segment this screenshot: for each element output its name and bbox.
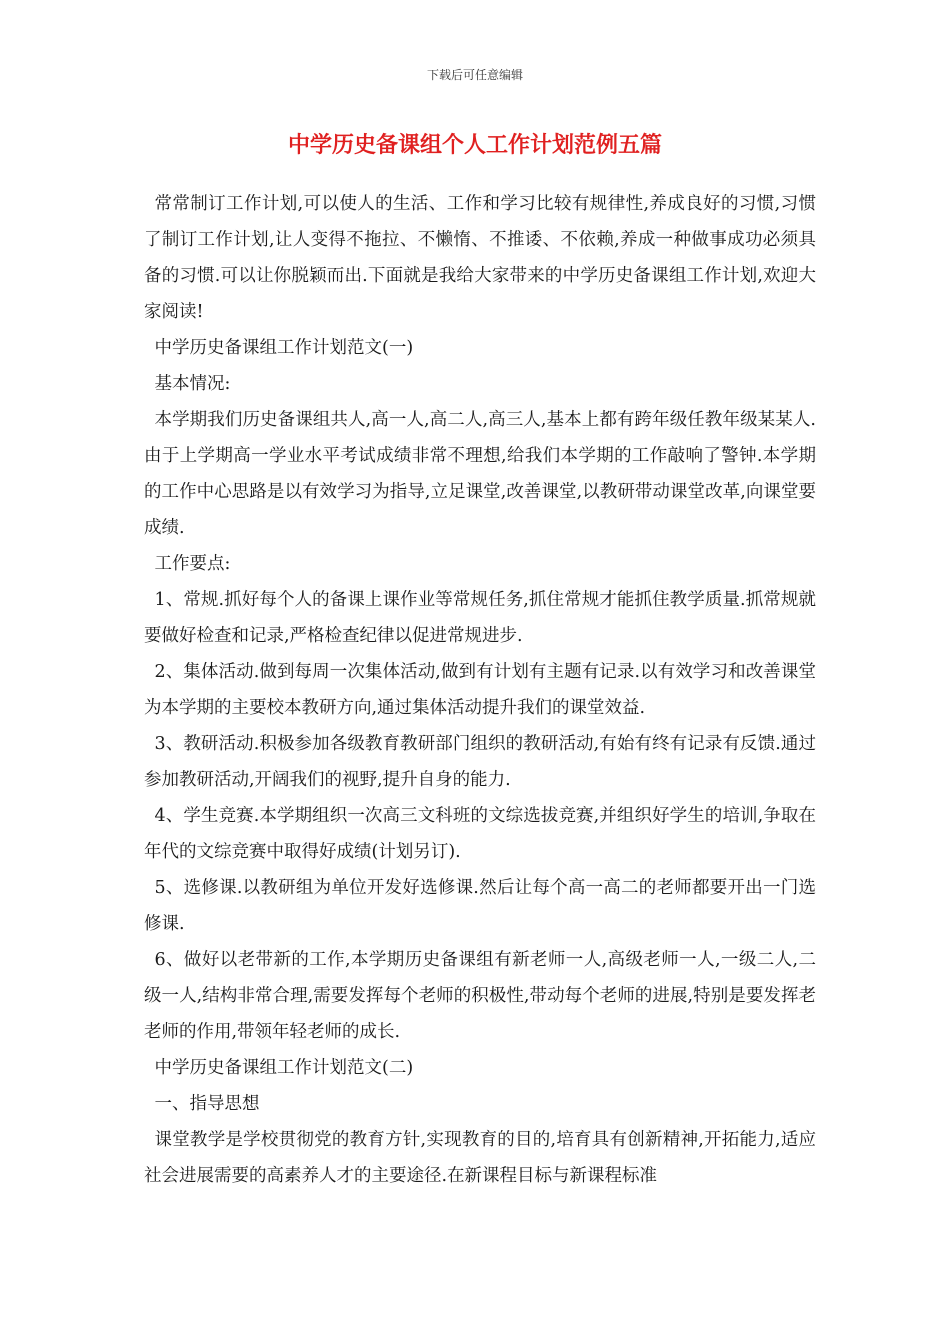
subheading-work-points: 工作要点: bbox=[154, 554, 231, 574]
section-heading-1: 中学历史备课组工作计划范文(一) bbox=[154, 338, 414, 358]
paragraph-guiding-thought: 课堂教学是学校贯彻党的教育方针,实现教育的目的,培育具有创新精神,开拓能力,适应社会进展需要的高素养人才的主要途径.在新课程目标与新课程标准 bbox=[144, 1130, 816, 1186]
subheading-guiding-thought: 一、指导思想 bbox=[154, 1094, 260, 1114]
header-note: 下载后可任意编辑 bbox=[426, 68, 523, 82]
subheading-basic-situation: 基本情况: bbox=[154, 374, 231, 394]
list-item-5: 5、选修课.以教研组为单位开发好选修课.然后让每个高一高二的老师都要开出一门选修课. bbox=[144, 878, 816, 934]
document-title: 中学历史备课组个人工作计划范例五篇 bbox=[287, 132, 662, 158]
list-item-2: 2、集体活动.做到每周一次集体活动,做到有计划有主题有记录.以有效学习和改善课堂为本学期的主要校本教研方向,通过集体活动提升我们的课堂效益. bbox=[144, 662, 816, 718]
list-item-6: 6、做好以老带新的工作,本学期历史备课组有新老师一人,高级老师一人,一级二人,二级一人,结构非常合理,需要发挥每个老师的积极性,带动每个老师的进展,特别是要发挥老老师的作用,带领年轻老师的成长. bbox=[144, 950, 816, 1042]
list-item-4: 4、学生竞赛.本学期组织一次高三文科班的文综选拔竞赛,并组织好学生的培训,争取在年代的文综竞赛中取得好成绩(计划另订). bbox=[144, 806, 816, 862]
document-body bbox=[144, 186, 816, 1194]
list-item-3: 3、教研活动.积极参加各级教育教研部门组织的教研活动,有始有终有记录有反馈.通过参加教研活动,开阔我们的视野,提升自身的能力. bbox=[144, 734, 816, 790]
intro-paragraph: 常常制订工作计划,可以使人的生活、工作和学习比较有规律性,养成良好的习惯,习惯了制订工作计划,让人变得不拖拉、不懒惰、不推诿、不依赖,养成一种做事成功必须具备的习惯.可以让你脱颖而出.下面就是我给大家带来的中学历史备课组工作计划,欢迎大家阅读! bbox=[144, 194, 816, 322]
list-item-1: 1、常规.抓好每个人的备课上课作业等常规任务,抓住常规才能抓住教学质量.抓常规就要做好检查和记录,严格检查纪律以促进常规进步. bbox=[144, 590, 816, 646]
section-heading-2: 中学历史备课组工作计划范文(二) bbox=[154, 1058, 414, 1078]
paragraph-basic-situation: 本学期我们历史备课组共人,高一人,高二人,高三人,基本上都有跨年级任教年级某某人.由于上学期高一学业水平考试成绩非常不理想,给我们本学期的工作敲响了警钟.本学期的工作中心思路是以有效学习为指导,立足课堂,改善课堂,以教研带动课堂改革,向课堂要成绩. bbox=[144, 410, 816, 538]
